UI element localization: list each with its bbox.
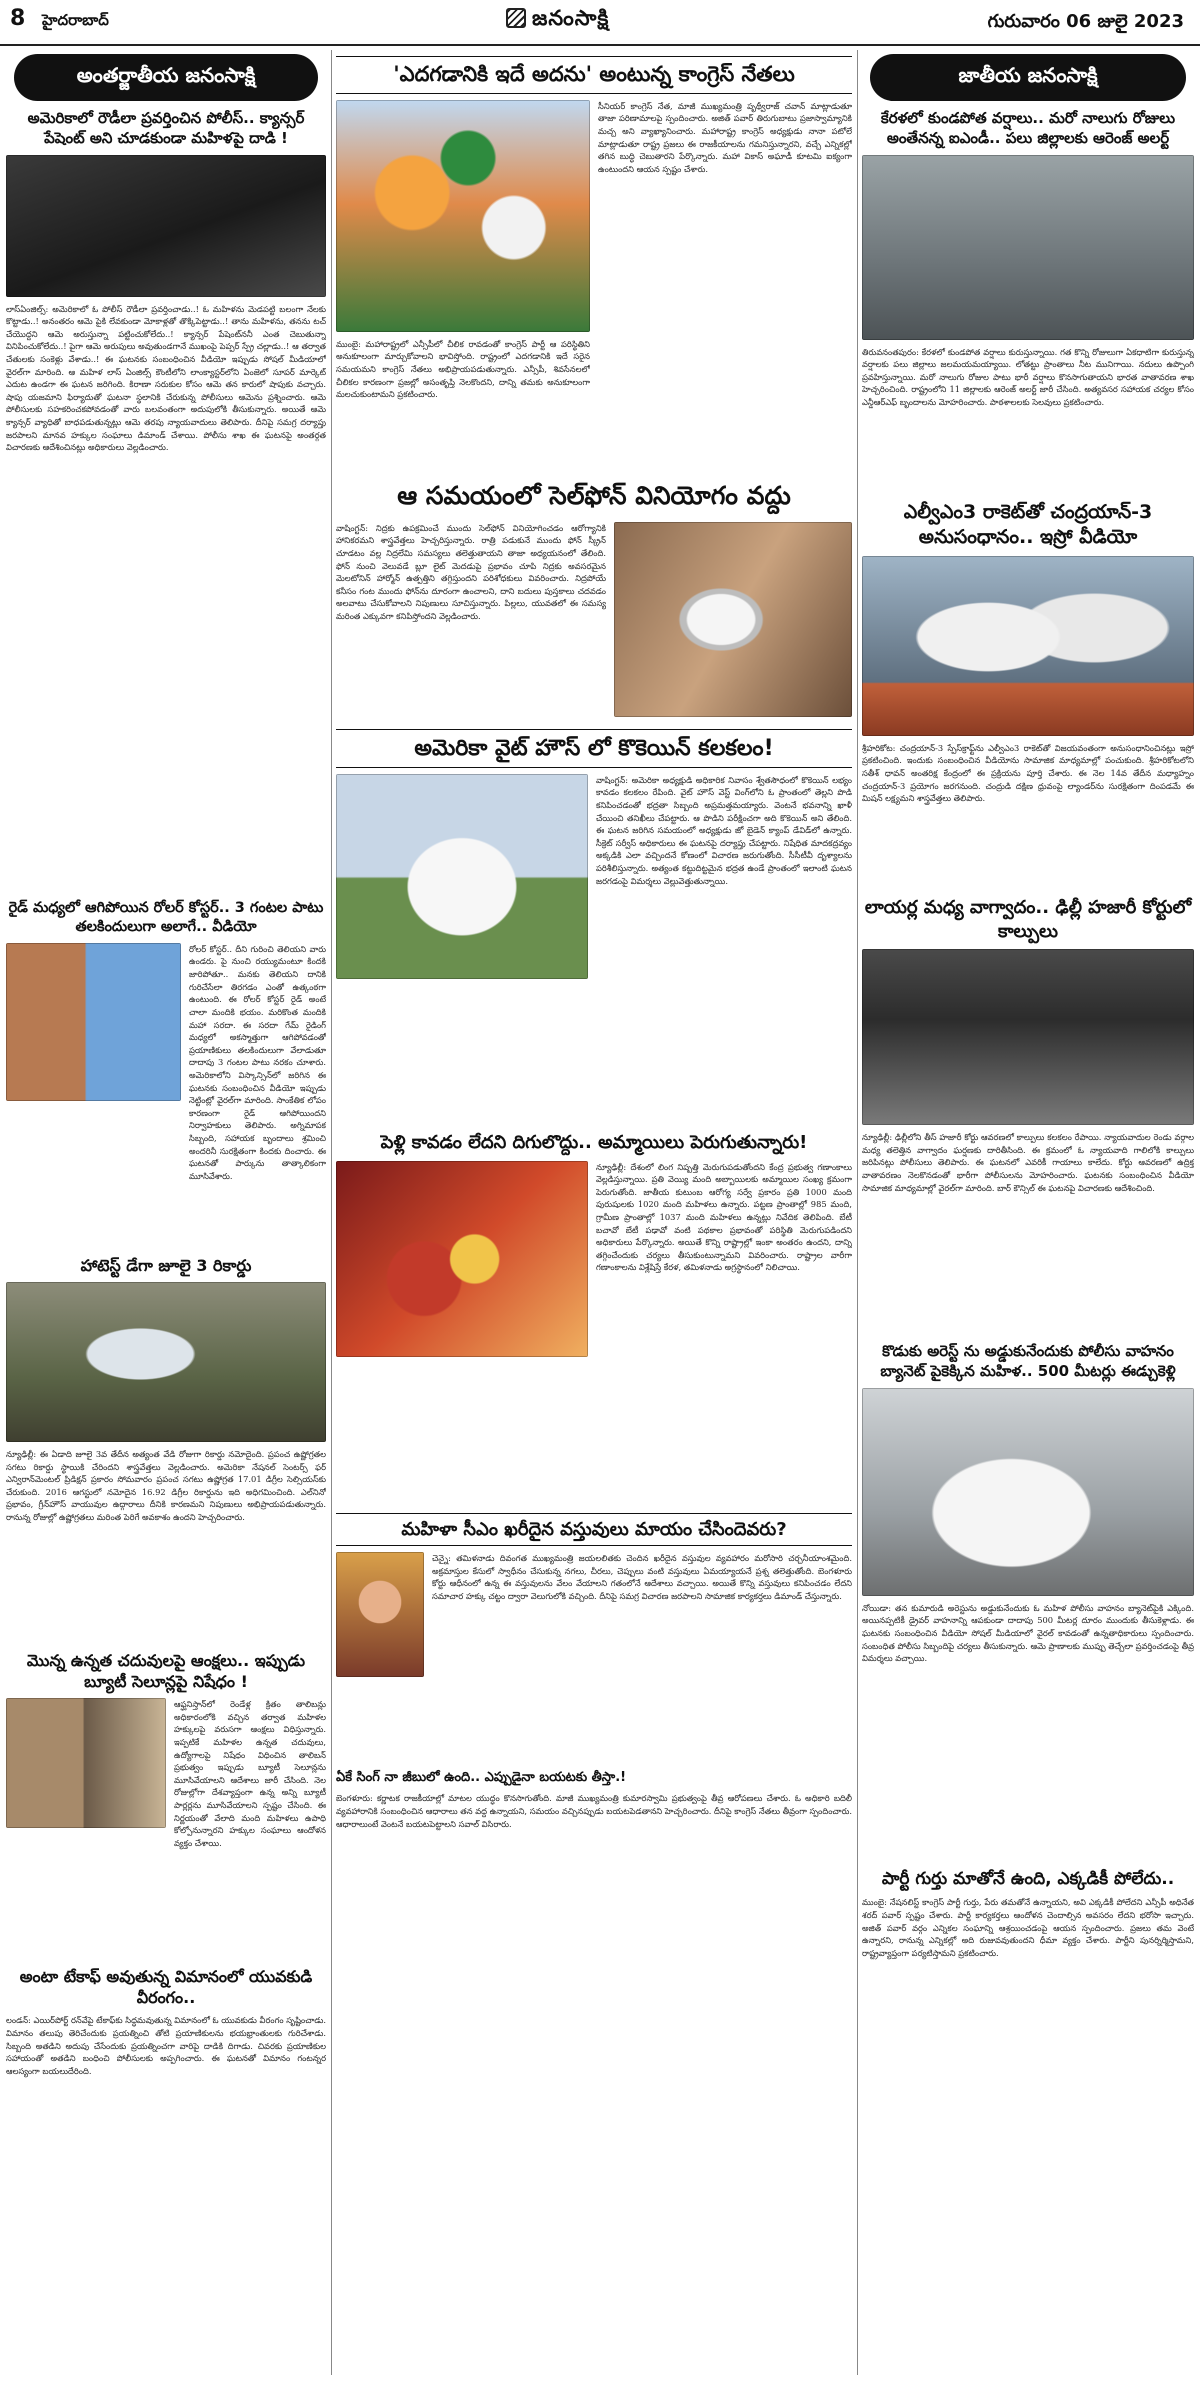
masthead bbox=[0, 0, 1200, 46]
article-body: ముంబై: మహారాష్ట్రలో ఎన్సీపీలో చీలిక రావడంతో కాంగ్రెస్‌ పార్టీ ఆ పరిస్థితిని అనుకూలంగా మార్చుకోవాలని భావిస్తోంది. రాష్ట్రంలో ఎదగడానికి ఇదే సరైన సమయమని కాంగ్రెస్‌ నేతలు అభిప్రాయపడుతున్నారు. ఎన్సీపీ, శివసేనలలో చీలికల కారణంగా ప్రజల్లో అసంతృప్తి నెలకొందని, దాన్ని తమకు అనుకూలంగా మలచుకుంటామని ప్రకటించారు. bbox=[336, 338, 590, 400]
article-hottest-day bbox=[6, 1255, 326, 1644]
article-photo bbox=[336, 774, 588, 979]
article-photo bbox=[862, 155, 1194, 340]
article-photo bbox=[862, 556, 1194, 736]
article-headline: పెళ్లి కావడం లేదని దిగులొద్దు.. అమ్మాయిలు పెరుగుతున్నారు! bbox=[380, 1131, 808, 1153]
article-headline: 'ఎదగడానికి ఇదే అదను' అంటున్న కాంగ్రెస్ నేతలు bbox=[336, 56, 852, 94]
logo-mark-icon bbox=[506, 8, 526, 28]
article-headline: అమెరికాలో రౌడీలా ప్రవర్తించిన పోలీస్.. క్యాన్సర్ పేషెంట్ అని చూడకుండా మహిళపై దాడి ! bbox=[27, 109, 305, 147]
article-headline: ఆ సమయంలో సెల్‌ఫోన్ వినియోగం వద్దు bbox=[397, 480, 791, 510]
article-body: చెన్నై: తమిళనాడు దివంగత ముఖ్యమంత్రి జయలలితకు చెందిన ఖరీదైన వస్తువుల వ్యవహారం మరోసారి చర్చనీయాంశమైంది. అక్రమాస్తుల కేసులో స్వాధీనం చేసుకున్న నగలు, చీరలు, చెప్పులు వంటి వస్తువులు ఏమయ్యాయనే ప్రశ్న తలెత్తుతోంది. బెంగళూరు కోర్టు ఆధీనంలో ఉన్న ఈ వస్తువులను వేలం వేయాలని గతంలోనే ఆదేశాలు వచ్చాయి. అయితే కొన్ని వస్తువులు కనిపించడం లేదని సమాచార హక్కు చట్టం ద్వారా వెలుగులోకి వచ్చింది. దీనిపై సమగ్ర విచారణ జరపాలని సామాజిక కార్యకర్తలు డిమాండ్‌ చేస్తున్నారు. bbox=[432, 1553, 852, 1602]
article-headline: మొన్న ఉన్నత చదువులపై ఆంక్షలు.. ఇప్పుడు బ్యూటీ సెలూన్లపై నిషేధం ! bbox=[26, 1650, 306, 1692]
article-body: శ్రీహరికోట: చంద్రయాన్‌-3 స్పేస్‌క్రాఫ్ట్‌ను ఎల్వీఎం3 రాకెట్‌తో విజయవంతంగా అనుసంధానించినట్లు ఇస్రో ప్రకటించింది. ఇందుకు సంబంధించిన వీడియోను సామాజిక మాధ్యమాల్లో పంచుకుంది. శ్రీహరికోటలోని సతీశ్‌ ధావన్‌ అంతరిక్ష కేంద్రంలో ఈ ప్రక్రియను పూర్తి చేశారు. ఈ నెల 14వ తేదీన మధ్యాహ్నం చంద్రయాన్‌-3 ప్రయోగం జరగనుంది. చంద్రుడి దక్షిణ ధ్రువంపై ల్యాండర్‌ను సురక్షితంగా దింపడమే ఈ మిషన్‌ లక్ష్యమని శాస్త్రవేత్తలు తెలిపారు. bbox=[862, 742, 1194, 804]
article-body: వాషింగ్టన్‌: నిద్రకు ఉపక్రమించే ముందు సెల్‌ఫోన్‌ వినియోగించడం ఆరోగ్యానికి హానికరమని శాస్త్రవేత్తలు హెచ్చరిస్తున్నారు. రాత్రి పడుకునే ముందు ఫోన్‌ స్క్రీన్‌ చూడటం వల్ల నిద్రలేమి సమస్యలు తలెత్తుతాయని తాజా అధ్యయనంలో తేలింది. ఫోన్‌ నుంచి వెలువడే బ్లూ లైట్‌ మెదడుపై ప్రభావం చూపి నిద్రకు అవసరమైన మెలటోనిన్‌ హార్మోన్‌ ఉత్పత్తిని తగ్గిస్తుందని పరిశోధకులు వివరించారు. నిద్రపోయే కనీసం గంట ముందు ఫోన్‌ను దూరంగా ఉంచాలని, దాని బదులు పుస్తకాలు చదవడం అలవాటు చేసుకోవాలని నిపుణులు సూచిస్తున్నారు. పిల్లలు, యువతలో ఈ సమస్య మరింత ఎక్కువగా కనిపిస్తోందని వెల్లడించారు. bbox=[336, 522, 606, 621]
article-body: వాషింగ్టన్‌: అమెరికా అధ్యక్షుడి అధికారిక నివాసం శ్వేతసౌధంలో కొకెయిన్‌ లభ్యం కావడం కలకలం రేపింది. వైట్‌ హౌస్‌ వెస్ట్‌ వింగ్‌లోని ఓ ప్రాంతంలో తెల్లని పొడి కనిపించడంతో భద్రతా సిబ్బంది అప్రమత్తమయ్యారు. వెంటనే భవనాన్ని ఖాళీ చేయించి తనిఖీలు చేపట్టారు. ఆ పొడిని పరీక్షించగా అది కొకెయిన్‌ అని తేలింది. ఈ ఘటన జరిగిన సమయంలో అధ్యక్షుడు జో బైడెన్‌ క్యాంప్‌ డేవిడ్‌లో ఉన్నారు. సీక్రెట్‌ సర్వీస్‌ అధికారులు ఈ ఘటనపై దర్యాప్తు చేపట్టారు. నిషేధిత మాదకద్రవ్యం అక్కడికి ఎలా వచ్చిందనే కోణంలో విచారణ జరుగుతోంది. సీసీటీవీ దృశ్యాలను పరిశీలిస్తున్నారు. అత్యంత కట్టుదిట్టమైన భద్రత ఉండే ప్రాంతంలో ఇలాంటి ఘటన జరగడంపై విమర్శలు వెల్లువెత్తుతున్నాయి. bbox=[596, 774, 852, 886]
article-headline: అమెరికా వైట్ హౌస్ లో కొకెయిన్ కలకలం! bbox=[336, 729, 852, 768]
column-divider bbox=[331, 50, 332, 2375]
page-number: 8 bbox=[10, 6, 26, 31]
article-body: రోలర్‌ కోస్టర్‌.. దీని గురించి తెలియని వారు ఉండరు. పై నుంచి రయ్యుమంటూ కిందకి జారిపోతూ.. మనకు తెలియని దానికి గురిచేసేలా తిరగడం ఎంతో ఉత్కంఠగా ఉంటుంది. ఈ రోలర్‌ కోస్టర్‌ రైడ్‌ అంటే చాలా మందికి భయం. మరికొంత మందికి మహా సరదా. ఈ సరదా గేమ్‌ రైడింగ్‌ మధ్యలో అకస్మాత్తుగా ఆగిపోవడంతో ప్రయాణికులు తలకిందులుగా వేలాడుతూ దాదాపు 3 గంటల పాటు నరకం చూశారు. అమెరికాలోని విస్కాన్సిన్‌లో జరిగిన ఈ ఘటనకు సంబంధించిన వీడియో ఇప్పుడు నెట్టింట్లో వైరల్‌గా మారింది. సాంకేతిక లోపం కారణంగా రైడ్‌ ఆగిపోయిందని నిర్వాహకులు తెలిపారు. అగ్నిమాపక సిబ్బంది, సహాయక బృందాలు శ్రమించి అందరినీ సురక్షితంగా కిందకు దించారు. ఈ ఘటనతో పార్కును తాత్కాలికంగా మూసివేశారు. bbox=[189, 943, 326, 1181]
middle-column bbox=[336, 50, 852, 2375]
article-cellphone-usage bbox=[336, 479, 852, 723]
article-headline: మహిళా సీఎం ఖరీదైన వస్తువులు మాయం చేసిందెవరు? bbox=[336, 1513, 852, 1547]
article-subheadline: ఏకే సింగ్ నా జీబులో ఉంది.. ఎప్పుడైనా బయటకు తీస్తా.! bbox=[336, 1770, 627, 1786]
article-photo bbox=[6, 155, 326, 297]
column-divider bbox=[857, 50, 858, 2375]
article-headline: కేరళలో కుండపోత వర్షాలు.. మరో నాలుగు రోజులు అంతేనన్న ఐఎండీ.. పలు జిల్లాలకు ఆరెంజ్ అలర్ట్ bbox=[880, 109, 1176, 147]
article-chandrayaan bbox=[862, 500, 1194, 890]
article-flight-rampage bbox=[6, 1966, 326, 2144]
article-congress-leaders bbox=[336, 56, 852, 469]
article-headline: కొడుకు అరెస్ట్ ను అడ్డుకునేందుకు పోలీసు వాహనం బ్యానెట్ పైకెక్కిన మహిళ.. 500 మీటర్లు ఈడ్చుకెళ్లి bbox=[880, 1342, 1176, 1381]
article-photo bbox=[336, 1552, 424, 1677]
article-body: ఆఫ్ఘనిస్తాన్‌లో రెండేళ్ల క్రితం తాలిబన్లు అధికారంలోకి వచ్చిన తర్వాత మహిళల హక్కులపై వరుసగా ఆంక్షలు విధిస్తున్నారు. ఇప్పటికే మహిళల ఉన్నత చదువులు, ఉద్యోగాలపై నిషేధం విధించిన తాలిబన్‌ ప్రభుత్వం ఇప్పుడు బ్యూటీ సెలూన్లను మూసివేయాలని ఆదేశాలు జారీ చేసింది. నెల రోజుల్లోగా దేశవ్యాప్తంగా ఉన్న అన్ని బ్యూటీ పార్లర్లను మూసివేయాలని స్పష్టం చేసింది. ఈ నిర్ణయంతో వేలాది మంది మహిళలు ఉపాధి కోల్పోనున్నారని హక్కుల సంఘాలు ఆందోళన వ్యక్తం చేశాయి. bbox=[174, 1699, 326, 1848]
section-banner-international: అంతర్జాతీయ జనంసాక్షి bbox=[14, 54, 318, 101]
article-body: బెంగళూరు: కర్ణాటక రాజకీయాల్లో మాటల యుద్ధం కొనసాగుతోంది. మాజీ ముఖ్యమంత్రి కుమారస్వామి ప్రభుత్వంపై తీవ్ర ఆరోపణలు చేశారు. ఓ అధికారి బదిలీ వ్యవహారానికి సంబంధించిన ఆధారాలు తన వద్ద ఉన్నాయని, సమయం వచ్చినప్పుడు బయటపెడతానని హెచ్చరించారు. దీనిపై కాంగ్రెస్‌ నేతలు తీవ్రంగా స్పందించారు. ఆధారాలుంటే వెంటనే బయటపెట్టాలని సవాల్‌ విసిరారు. bbox=[336, 1793, 852, 1829]
article-body: నోయిడా: తన కుమారుడి అరెస్టును అడ్డుకునేందుకు ఓ మహిళ పోలీసు వాహనం బ్యానెట్‌పైకి ఎక్కింది. అయినప్పటికీ డ్రైవర్‌ వాహనాన్ని ఆపకుండా దాదాపు 500 మీటర్ల దూరం ముందుకు తీసుకెళ్లాడు. ఈ ఘటనకు సంబంధించిన వీడియో సోషల్‌ మీడియాలో వైరల్‌ కావడంతో ఉన్నతాధికారులు స్పందించారు. సంబంధిత పోలీసు సిబ్బందిపై చర్యలు తీసుకున్నారు. ఆమె ప్రాణాలకు ముప్పు తెచ్చేలా ప్రవర్తించడంపై తీవ్ర విమర్శలు వచ్చాయి. bbox=[862, 1602, 1194, 1664]
article-photo bbox=[6, 1282, 326, 1442]
newspaper-logo bbox=[506, 6, 609, 36]
article-photo bbox=[862, 949, 1194, 1125]
article-party-symbol bbox=[862, 1868, 1194, 2106]
edition-city: హైదరాబాద్ bbox=[42, 11, 109, 29]
article-body: లాస్‌ఏంజిల్స్‌: అమెరికాలో ఓ పోలీస్‌ రౌడీలా ప్రవర్తించాడు..! ఓ మహిళను మెడపట్టి బలంగా నేలకు కొట్టాడు..! అనంతరం ఆమె పైకి లేవకుండా మోకాళ్లతో తొక్కిపెట్టాడు..! తాను మహిళను, తనను టచ్‌ చేయొద్దని ఆమె అరుస్తున్నా పట్టించుకోలేదు..! క్యాన్సర్‌ పేషెంట్‌ననీ ఎంత చెబుతున్నా వినిపించుకోలేదు..! పైగా ఆమె అరుపులు అవుతుండగానే ముఖంపై పెప్పర్‌ స్ప్రే చల్లాడు..! ఆ తర్వాత చేతులకు సంకెళ్లు వేశాడు..! ఈ ఘటనకు సంబంధించిన వీడియో ఇప్పుడు సోషల్‌ మీడియాలో వైరల్‌గా మారింది. ఆ మహిళ లాస్‌ ఏంజిల్స్‌ కౌంటీలోని లాంక్యాస్టర్‌లోని ఏంజెలో సూపర్‌ మార్కెట్‌ ఎదుట ఉండగా ఈ ఘటన జరిగింది. కిరాణా సరుకుల కోసం ఆమె తన కారులో షాపుకు వచ్చారు. షాపు యజమాని ఫిర్యాదుతో ఘటనా స్థలానికి చేరుకున్న పోలీసులు ఆమెను ప్రశ్నించారు. ఆమె పోలీసులకు సహకరించకపోవడంతో వారు బలవంతంగా అదుపులోకి తీసుకున్నారు. అయితే ఆమె క్యాన్సర్‌ వ్యాధితో బాధపడుతున్నట్లు ఆమె తరపు న్యాయవాదులు తెలిపారు. దీనిపై సమగ్ర దర్యాప్తు జరపాలని మానవ హక్కుల సంఘాలు డిమాండ్‌ చేశాయి. పోలీసు శాఖ ఈ ఘటనపై అంతర్గత విచారణకు ఆదేశించినట్లు అధికారులు వెల్లడించారు. bbox=[6, 303, 326, 453]
article-photo bbox=[862, 1388, 1194, 1596]
section-banner-national: జాతీయ జనంసాక్షి bbox=[870, 54, 1186, 101]
article-headline: అంటా టేకాఫ్ అవుతున్న విమానంలో యువకుడి వీరంగం.. bbox=[19, 1967, 313, 2008]
article-body: న్యూఢిల్లీ: దేశంలో లింగ నిష్పత్తి మెరుగుపడుతోందని కేంద్ర ప్రభుత్వ గణాంకాలు వెల్లడిస్తున్నాయి. ప్రతి వెయ్యి మంది అబ్బాయిలకు అమ్మాయిల సంఖ్య క్రమంగా పెరుగుతోంది. జాతీయ కుటుంబ ఆరోగ్య సర్వే ప్రకారం ప్రతి 1000 మంది పురుషులకు 1020 మంది మహిళలు ఉన్నారు. పట్టణ ప్రాంతాల్లో 985 మంది, గ్రామీణ ప్రాంతాల్లో 1037 మంది మహిళలు ఉన్నట్లు నివేదిక తెలిపింది. బేటీ బచావో బేటీ పఢావో వంటి పథకాల ప్రభావంతో పరిస్థితి మెరుగుపడిందని అధికారులు పేర్కొన్నారు. అయితే కొన్ని రాష్ట్రాల్లో ఇంకా అంతరం ఉందని, దాన్ని తగ్గించేందుకు చర్యలు తీసుకుంటున్నామని వివరించారు. రాష్ట్రాల వారీగా గణాంకాలను విశ్లేషిస్తే కేరళ, తమిళనాడు అగ్రస్థానంలో నిలిచాయి. bbox=[596, 1161, 852, 1273]
article-body: తిరువనంతపురం: కేరళలో కుండపోత వర్షాలు కురుస్తున్నాయి. గత కొన్ని రోజులుగా ఏకధాటిగా కురుస్తున్న వర్షాలకు పలు జిల్లాలు జలమయమయ్యాయి. లోతట్టు ప్రాంతాలు నీట మునిగాయి. నదులు ఉప్పొంగి ప్రవహిస్తున్నాయి. మరో నాలుగు రోజుల పాటు భారీ వర్షాలు కొనసాగుతాయని భారత వాతావరణ శాఖ హెచ్చరించింది. రాష్ట్రంలోని 11 జిల్లాలకు ఆరెంజ్‌ అలర్ట్‌ జారీ చేసింది. అత్యవసర సహాయక చర్యల కోసం ఎన్డీఆర్‌ఎఫ్‌ బృందాలను మోహరించారు. పాఠశాలలకు సెలవులు ప్రకటించారు. bbox=[862, 346, 1194, 408]
article-photo bbox=[614, 522, 852, 717]
article-jayalalitha-belongings bbox=[336, 1513, 852, 1963]
issue-date: గురువారం 06 జులై 2023 bbox=[987, 11, 1184, 32]
logo-text: జనంసాక్షి bbox=[532, 6, 610, 30]
article-white-house-cocaine bbox=[336, 729, 852, 1125]
right-column bbox=[862, 50, 1194, 2375]
article-headline: లాయర్ల మధ్య వాగ్వాదం.. ఢిల్లీ హజారీ కోర్టులో కాల్పులు bbox=[864, 896, 1192, 942]
article-beauty-salon-ban bbox=[6, 1650, 326, 1960]
article-photo bbox=[336, 1161, 588, 1357]
article-headline: ఎల్వీఎం3 రాకెట్‌తో చంద్రయాన్-3 అనుసంధానం.. ఇస్రో వీడియో bbox=[903, 500, 1153, 548]
article-photo bbox=[6, 943, 181, 1101]
article-body: సీనియర్‌ కాంగ్రెస్‌ నేత, మాజీ ముఖ్యమంత్రి పృథ్వీరాజ్‌ చవాన్‌ మాట్లాడుతూ తాజా పరిణామాలపై స్పందించారు. అజిత్‌ పవార్‌ తిరుగుబాటు ప్రజాస్వామ్యానికి మచ్చ అని వ్యాఖ్యానించారు. మహారాష్ట్ర కాంగ్రెస్‌ అధ్యక్షుడు నానా పటోలే మాట్లాడుతూ రాష్ట్ర ప్రజలు ఈ రాజకీయాలను గమనిస్తున్నారని, వచ్చే ఎన్నికల్లో తగిన బుద్ధి చెబుతారని పేర్కొన్నారు. మహా వికాస్‌ అఘాడీ కూటమి ఐక్యంగా ఉంటుందని ఆయన స్పష్టం చేశారు. bbox=[598, 100, 852, 174]
article-photo bbox=[336, 100, 590, 332]
article-headline: రైడ్ మధ్యలో ఆగిపోయిన రోలర్ కోస్టర్.. 3 గంటల పాటు తలకిందులుగా అలాగే.. వీడియో bbox=[8, 899, 324, 935]
article-body: న్యూఢిల్లీ: ఢిల్లీలోని తీస్‌ హజారీ కోర్టు ఆవరణలో కాల్పులు కలకలం రేపాయి. న్యాయవాదుల రెండు వర్గాల మధ్య తలెత్తిన వాగ్వాదం ఘర్షణకు దారితీసింది. ఈ క్రమంలో ఓ న్యాయవాది గాలిలోకి కాల్పులు జరిపినట్లు పోలీసులు తెలిపారు. ఈ ఘటనలో ఎవరికీ గాయాలు కాలేదు. కోర్టు ఆవరణలో ఉద్రిక్త వాతావరణం నెలకొనడంతో భారీగా పోలీసులను మోహరించారు. ఘటనకు సంబంధించిన వీడియో సామాజిక మాధ్యమాల్లో వైరల్‌గా మారింది. బార్‌ కౌన్సిల్‌ ఈ ఘటనపై విచారణకు ఆదేశించింది. bbox=[862, 1132, 1194, 1193]
article-headline: పార్టీ గుర్తు మాతోనే ఉంది, ఎక్కడికీ పోలేదు.. bbox=[881, 1868, 1175, 1889]
article-body: లండన్‌: ఎయిర్‌పోర్ట్‌ రన్‌వేపై టేకాఫ్‌కు సిద్ధమవుతున్న విమానంలో ఓ యువకుడు వీరంగం సృష్టించాడు. విమానం తలుపు తెరిచేందుకు ప్రయత్నించి తోటి ప్రయాణికులను భయభ్రాంతులకు గురిచేశాడు. సిబ్బంది అతడిని అదుపు చేసేందుకు ప్రయత్నించగా వారిపై దాడికి దిగాడు. చివరకు ప్రయాణికుల సహాయంతో అతడిని బంధించి పోలీసులకు అప్పగించారు. ఈ ఘటనతో విమానం గంటన్నర ఆలస్యంగా బయలుదేరింది. bbox=[6, 2015, 326, 2076]
article-kerala-rains bbox=[862, 109, 1194, 494]
article-woman-on-bonnet bbox=[862, 1342, 1194, 1862]
article-sex-ratio bbox=[336, 1131, 852, 1507]
article-body: న్యూఢిల్లీ: ఈ ఏడాది జూలై 3వ తేదీన అత్యంత వేడి రోజుగా రికార్డు నమోదైంది. ప్రపంచ ఉష్ణోగ్రతల సగటు రికార్డు స్థాయికి చేరిందని శాస్త్రవేత్తలు వెల్లడించారు. అమెరికా నేషనల్‌ సెంటర్స్‌ ఫర్‌ ఎన్విరాన్‌మెంటల్‌ ప్రిడిక్షన్‌ ప్రకారం సోమవారం ప్రపంచ సగటు ఉష్ణోగ్రత 17.01 డిగ్రీల సెల్సియస్‌కు చేరుకుంది. 2016 ఆగస్టులో నమోదైన 16.92 డిగ్రీల రికార్డును ఇది అధిగమించింది. ఎల్‌నినో ప్రభావం, గ్రీన్‌హౌస్‌ వాయువుల ఉద్గారాలు దీనికి కారణమని నిపుణులు అభిప్రాయపడుతున్నారు. రానున్న రోజుల్లో ఉష్ణోగ్రతలు మరింత పెరిగే అవకాశం ఉందని హెచ్చరించారు. bbox=[6, 1448, 326, 1522]
article-body: ముంబై: నేషనలిస్ట్‌ కాంగ్రెస్‌ పార్టీ గుర్తు, పేరు తమతోనే ఉన్నాయని, అవి ఎక్కడికీ పోలేదని ఎన్సీపీ అధినేత శరద్‌ పవార్‌ స్పష్టం చేశారు. పార్టీ కార్యకర్తలు ఆందోళన చెందాల్సిన అవసరం లేదని భరోసా ఇచ్చారు. అజిత్‌ పవార్‌ వర్గం ఎన్నికల సంఘాన్ని ఆశ్రయించడంపై ఆయన స్పందించారు. ప్రజలు తమ వెంటే ఉన్నారని, రానున్న ఎన్నికల్లో అది రుజువవుతుందని ధీమా వ్యక్తం చేశారు. పార్టీని పునర్నిర్మిస్తామని, రాష్ట్రవ్యాప్తంగా పర్యటిస్తామని ప్రకటించారు. bbox=[862, 1897, 1194, 1958]
article-photo bbox=[6, 1698, 166, 1828]
left-column bbox=[6, 50, 326, 2375]
article-roller-coaster bbox=[6, 899, 326, 1249]
article-police-assault bbox=[6, 109, 326, 893]
article-headline: హాటెస్ట్ డేగా జూలై 3 రికార్డు bbox=[80, 1255, 252, 1275]
article-court-firing bbox=[862, 896, 1194, 1337]
article-columns bbox=[336, 100, 852, 469]
